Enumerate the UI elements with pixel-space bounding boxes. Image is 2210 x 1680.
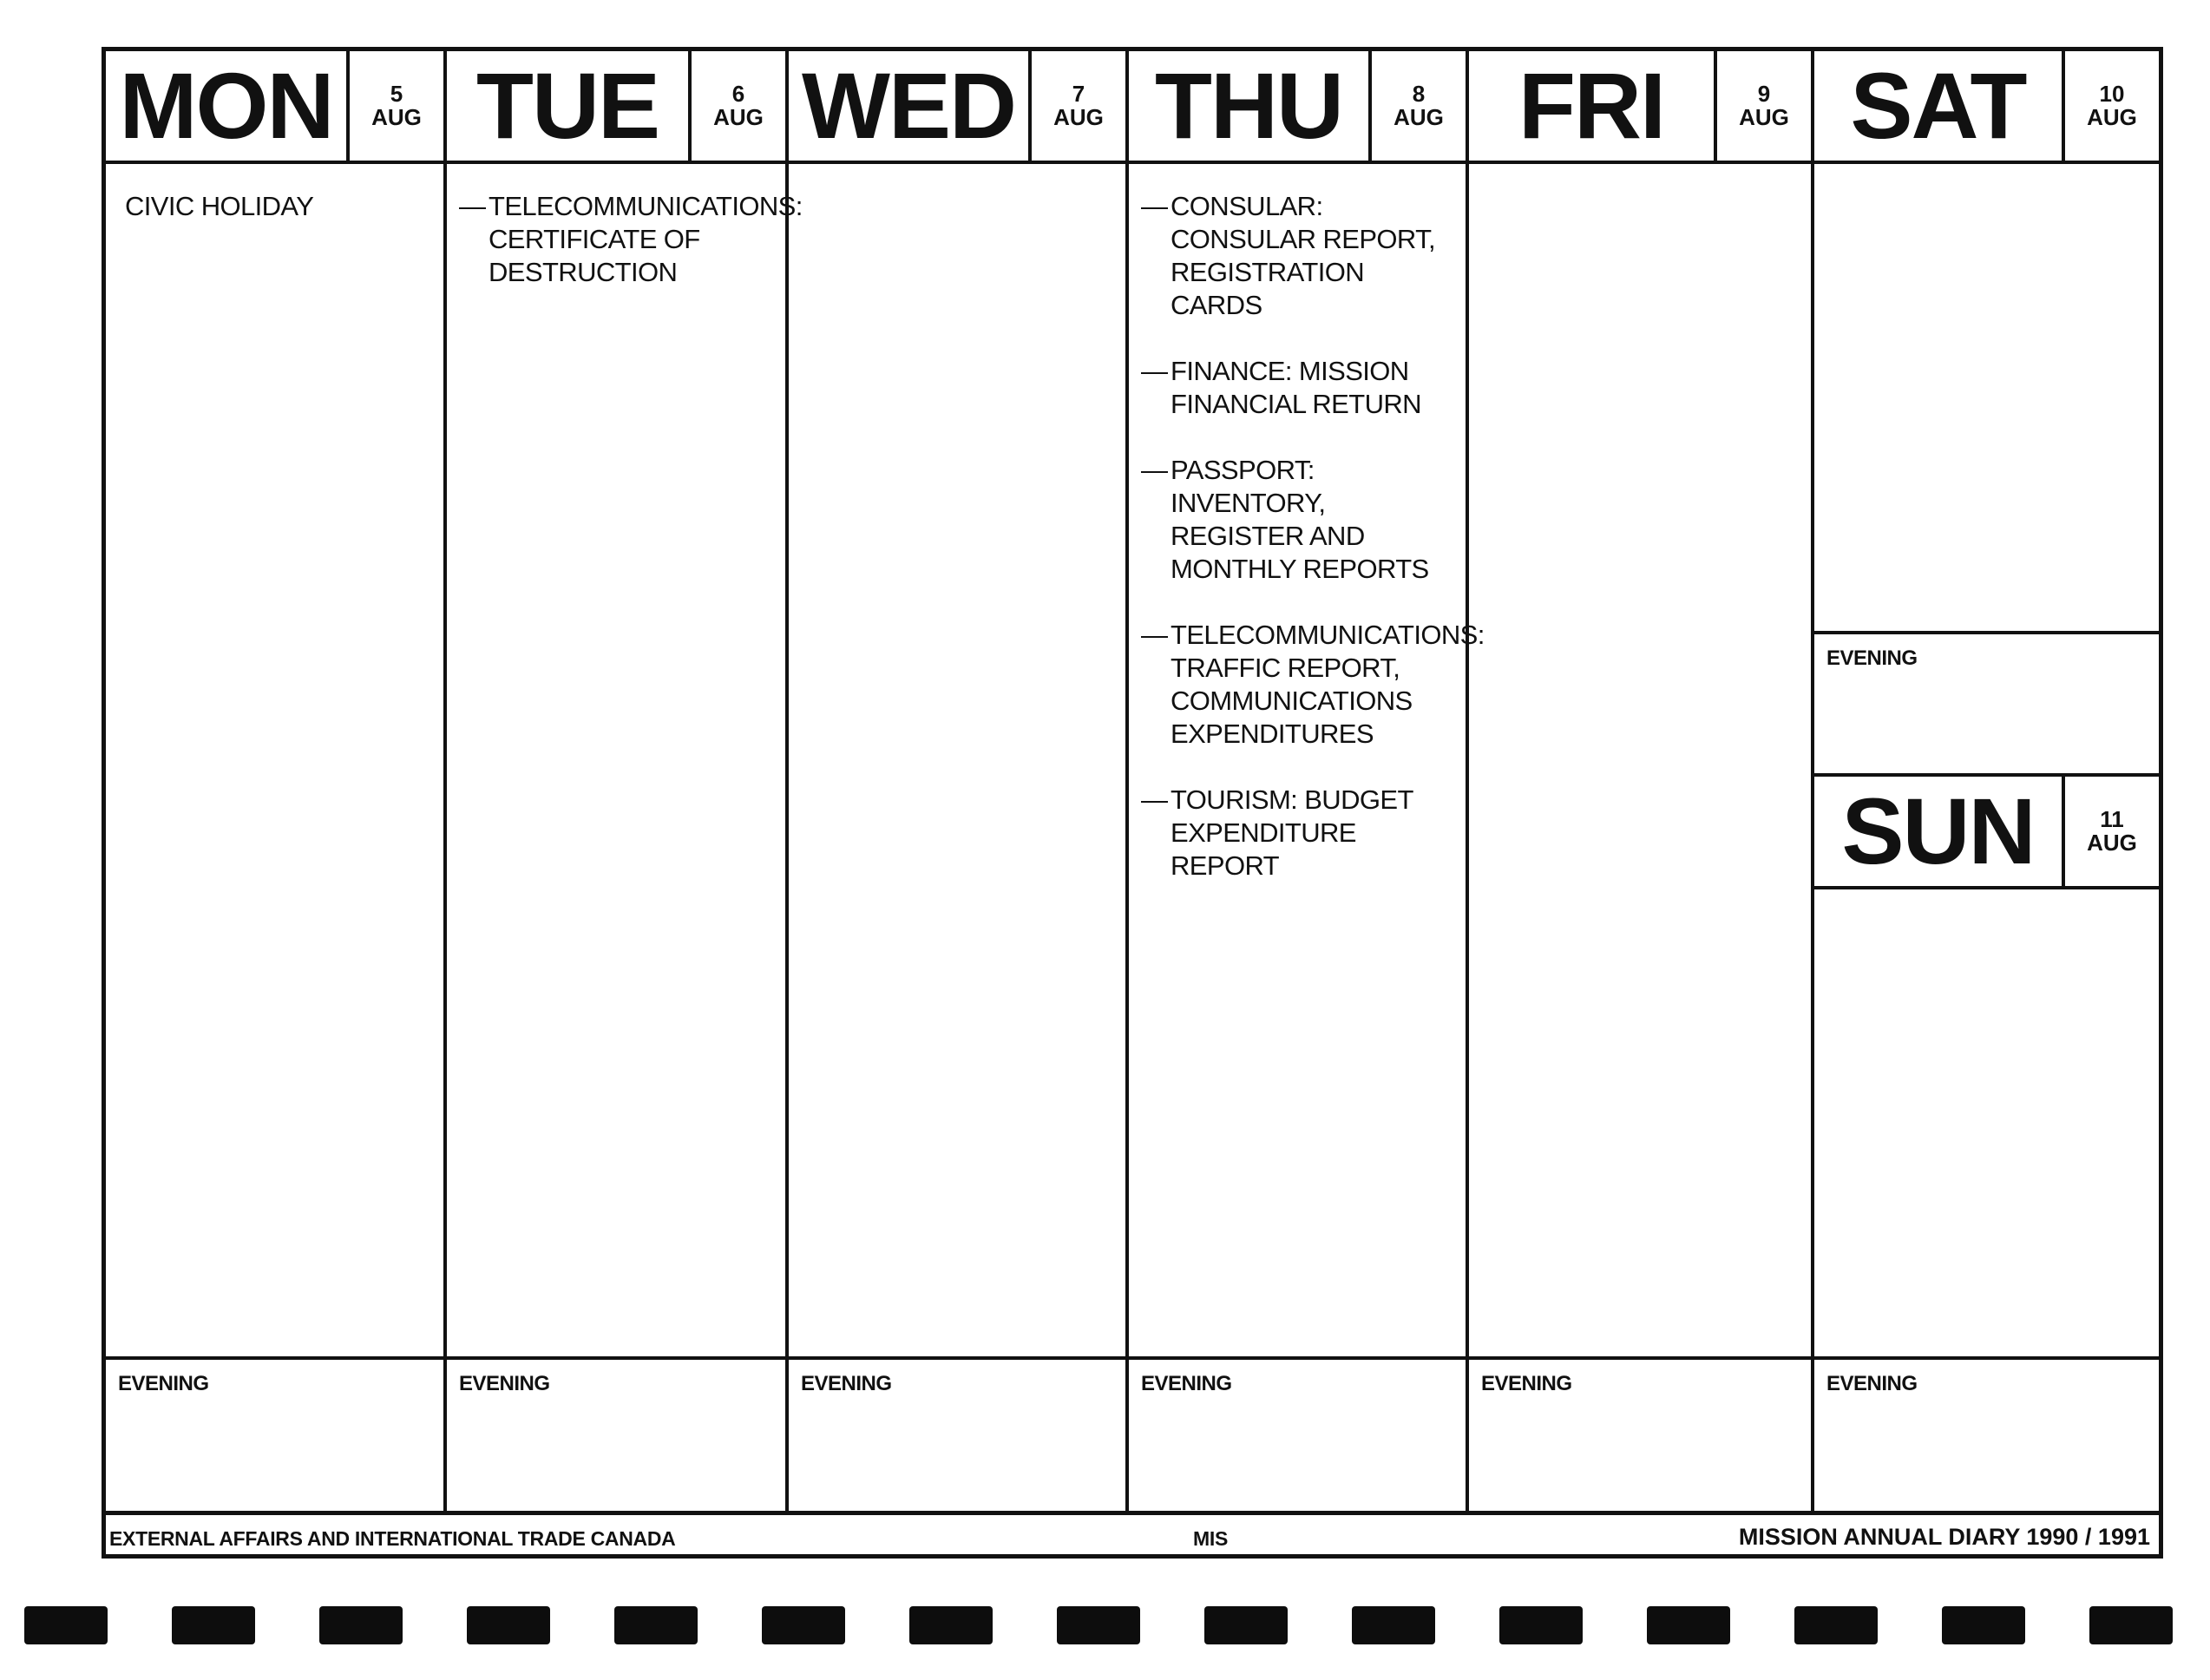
day-body[interactable] (106, 164, 443, 1356)
punch-hole (1499, 1606, 1583, 1644)
date-number: 6 (731, 80, 745, 107)
date-month: AUG (1739, 104, 1789, 130)
date-box (1717, 51, 1811, 161)
diary-entry (459, 190, 803, 289)
saturday-evening-section[interactable] (1814, 634, 2159, 777)
entry-dash: — (1141, 191, 1168, 221)
evening-label: EVENING (801, 1372, 892, 1395)
day-body[interactable] (447, 164, 803, 1356)
day-column-wed (789, 51, 1129, 1511)
punch-hole (1057, 1606, 1140, 1644)
punch-hole (1204, 1606, 1288, 1644)
day-name: SAT (1814, 51, 2065, 161)
evening-section[interactable] (1469, 1356, 1811, 1511)
date-box (1032, 51, 1125, 161)
day-name: SUN (1814, 777, 2065, 886)
entry-text: TOURISM: BUDGET EXPENDITURE REPORT (1171, 784, 1413, 881)
day-header (789, 51, 1125, 164)
date-box (692, 51, 785, 161)
footer-diary-title: MISSION ANNUAL DIARY 1990 / 1991 (1738, 1524, 2150, 1550)
evening-section[interactable] (789, 1356, 1125, 1511)
day-body[interactable] (1469, 164, 1811, 1356)
punch-hole (909, 1606, 993, 1644)
day-column-tue (447, 51, 803, 1511)
evening-section[interactable] (106, 1356, 443, 1511)
day-column-mon (106, 51, 447, 1511)
diary-entry (1141, 619, 1485, 751)
punch-hole (762, 1606, 845, 1644)
date-month: AUG (713, 104, 764, 130)
punch-hole (1794, 1606, 1878, 1644)
day-name: THU (1129, 51, 1372, 161)
evening-label: EVENING (1141, 1372, 1232, 1395)
sunday-header (1814, 777, 2159, 889)
day-header (106, 51, 443, 164)
punch-hole (1647, 1606, 1730, 1644)
date-box (1372, 51, 1466, 161)
date-number: 8 (1412, 80, 1426, 107)
sunday-evening-section[interactable] (1814, 1356, 2159, 1511)
entry-dash: — (1141, 620, 1168, 650)
date-box (350, 51, 443, 161)
diary-entry (1141, 784, 1457, 883)
entry-dash: — (1141, 784, 1168, 815)
day-column-fri (1469, 51, 1814, 1511)
weekly-diary-grid (102, 47, 2163, 1559)
evening-label: EVENING (118, 1372, 209, 1395)
punch-hole (467, 1606, 550, 1644)
date-box (2065, 51, 2159, 161)
entry-text: TELECOMMUNICATIONS: CERTIFICATE OF DESTRUCTION (489, 191, 803, 287)
day-body[interactable] (1129, 164, 1485, 1356)
binder-punch-strip (0, 1606, 2210, 1648)
date-number: 10 (2099, 80, 2125, 107)
day-name: MON (106, 51, 350, 161)
day-name: WED (789, 51, 1032, 161)
saturday-body[interactable] (1814, 164, 2159, 634)
day-column-weekend (1814, 51, 2159, 1511)
day-header (1469, 51, 1811, 164)
evening-section[interactable] (1129, 1356, 1466, 1511)
day-body[interactable] (789, 164, 1125, 1356)
day-header (447, 51, 785, 164)
punch-hole (1942, 1606, 2025, 1644)
punch-hole (24, 1606, 108, 1644)
entry-dash: — (459, 191, 486, 221)
footer-code: MIS (1193, 1527, 1228, 1550)
date-number: 7 (1072, 80, 1085, 107)
evening-section[interactable] (447, 1356, 785, 1511)
day-column-thu (1129, 51, 1485, 1511)
date-number: 5 (390, 80, 403, 107)
day-name: FRI (1469, 51, 1717, 161)
date-month: AUG (2087, 104, 2137, 130)
punch-hole (2089, 1606, 2173, 1644)
punch-hole (614, 1606, 698, 1644)
day-header (1129, 51, 1466, 164)
date-number: 9 (1757, 80, 1771, 107)
entry-dash: — (1141, 455, 1168, 485)
entry-text: CONSULAR: CONSULAR REPORT, REGISTRATION CARDS (1171, 191, 1436, 320)
footer-organization: EXTERNAL AFFAIRS AND INTERNATIONAL TRADE CANADA (109, 1527, 676, 1550)
evening-label: EVENING (459, 1372, 550, 1395)
day-name: TUE (447, 51, 692, 161)
entry-text: PASSPORT: INVENTORY, REGISTER AND MONTHLY REPORTS (1171, 455, 1429, 584)
sunday-body[interactable] (1814, 889, 2159, 1356)
entry-text: FINANCE: MISSION FINANCIAL RETURN (1171, 356, 1421, 419)
diary-entry (1141, 454, 1457, 586)
date-month: AUG (371, 104, 422, 130)
date-month: AUG (1394, 104, 1444, 130)
punch-hole (319, 1606, 403, 1644)
date-month: AUG (1053, 104, 1104, 130)
diary-footer (106, 1511, 2159, 1554)
saturday-header (1814, 51, 2159, 164)
date-month: AUG (2087, 830, 2137, 856)
punch-hole (1352, 1606, 1435, 1644)
evening-label: EVENING (1826, 646, 1918, 670)
diary-entry (1141, 355, 1457, 421)
date-box (2065, 777, 2159, 886)
diary-entry (1141, 190, 1457, 322)
holiday-note: CIVIC HOLIDAY (125, 191, 314, 221)
evening-label: EVENING (1826, 1372, 1918, 1395)
evening-label: EVENING (1481, 1372, 1572, 1395)
entry-dash: — (1141, 356, 1168, 386)
punch-hole (172, 1606, 255, 1644)
entry-text: TELECOMMUNICATIONS: TRAFFIC REPORT, COMMUNICATIONS EXPENDITURES (1171, 620, 1485, 749)
date-number: 11 (2100, 805, 2124, 832)
